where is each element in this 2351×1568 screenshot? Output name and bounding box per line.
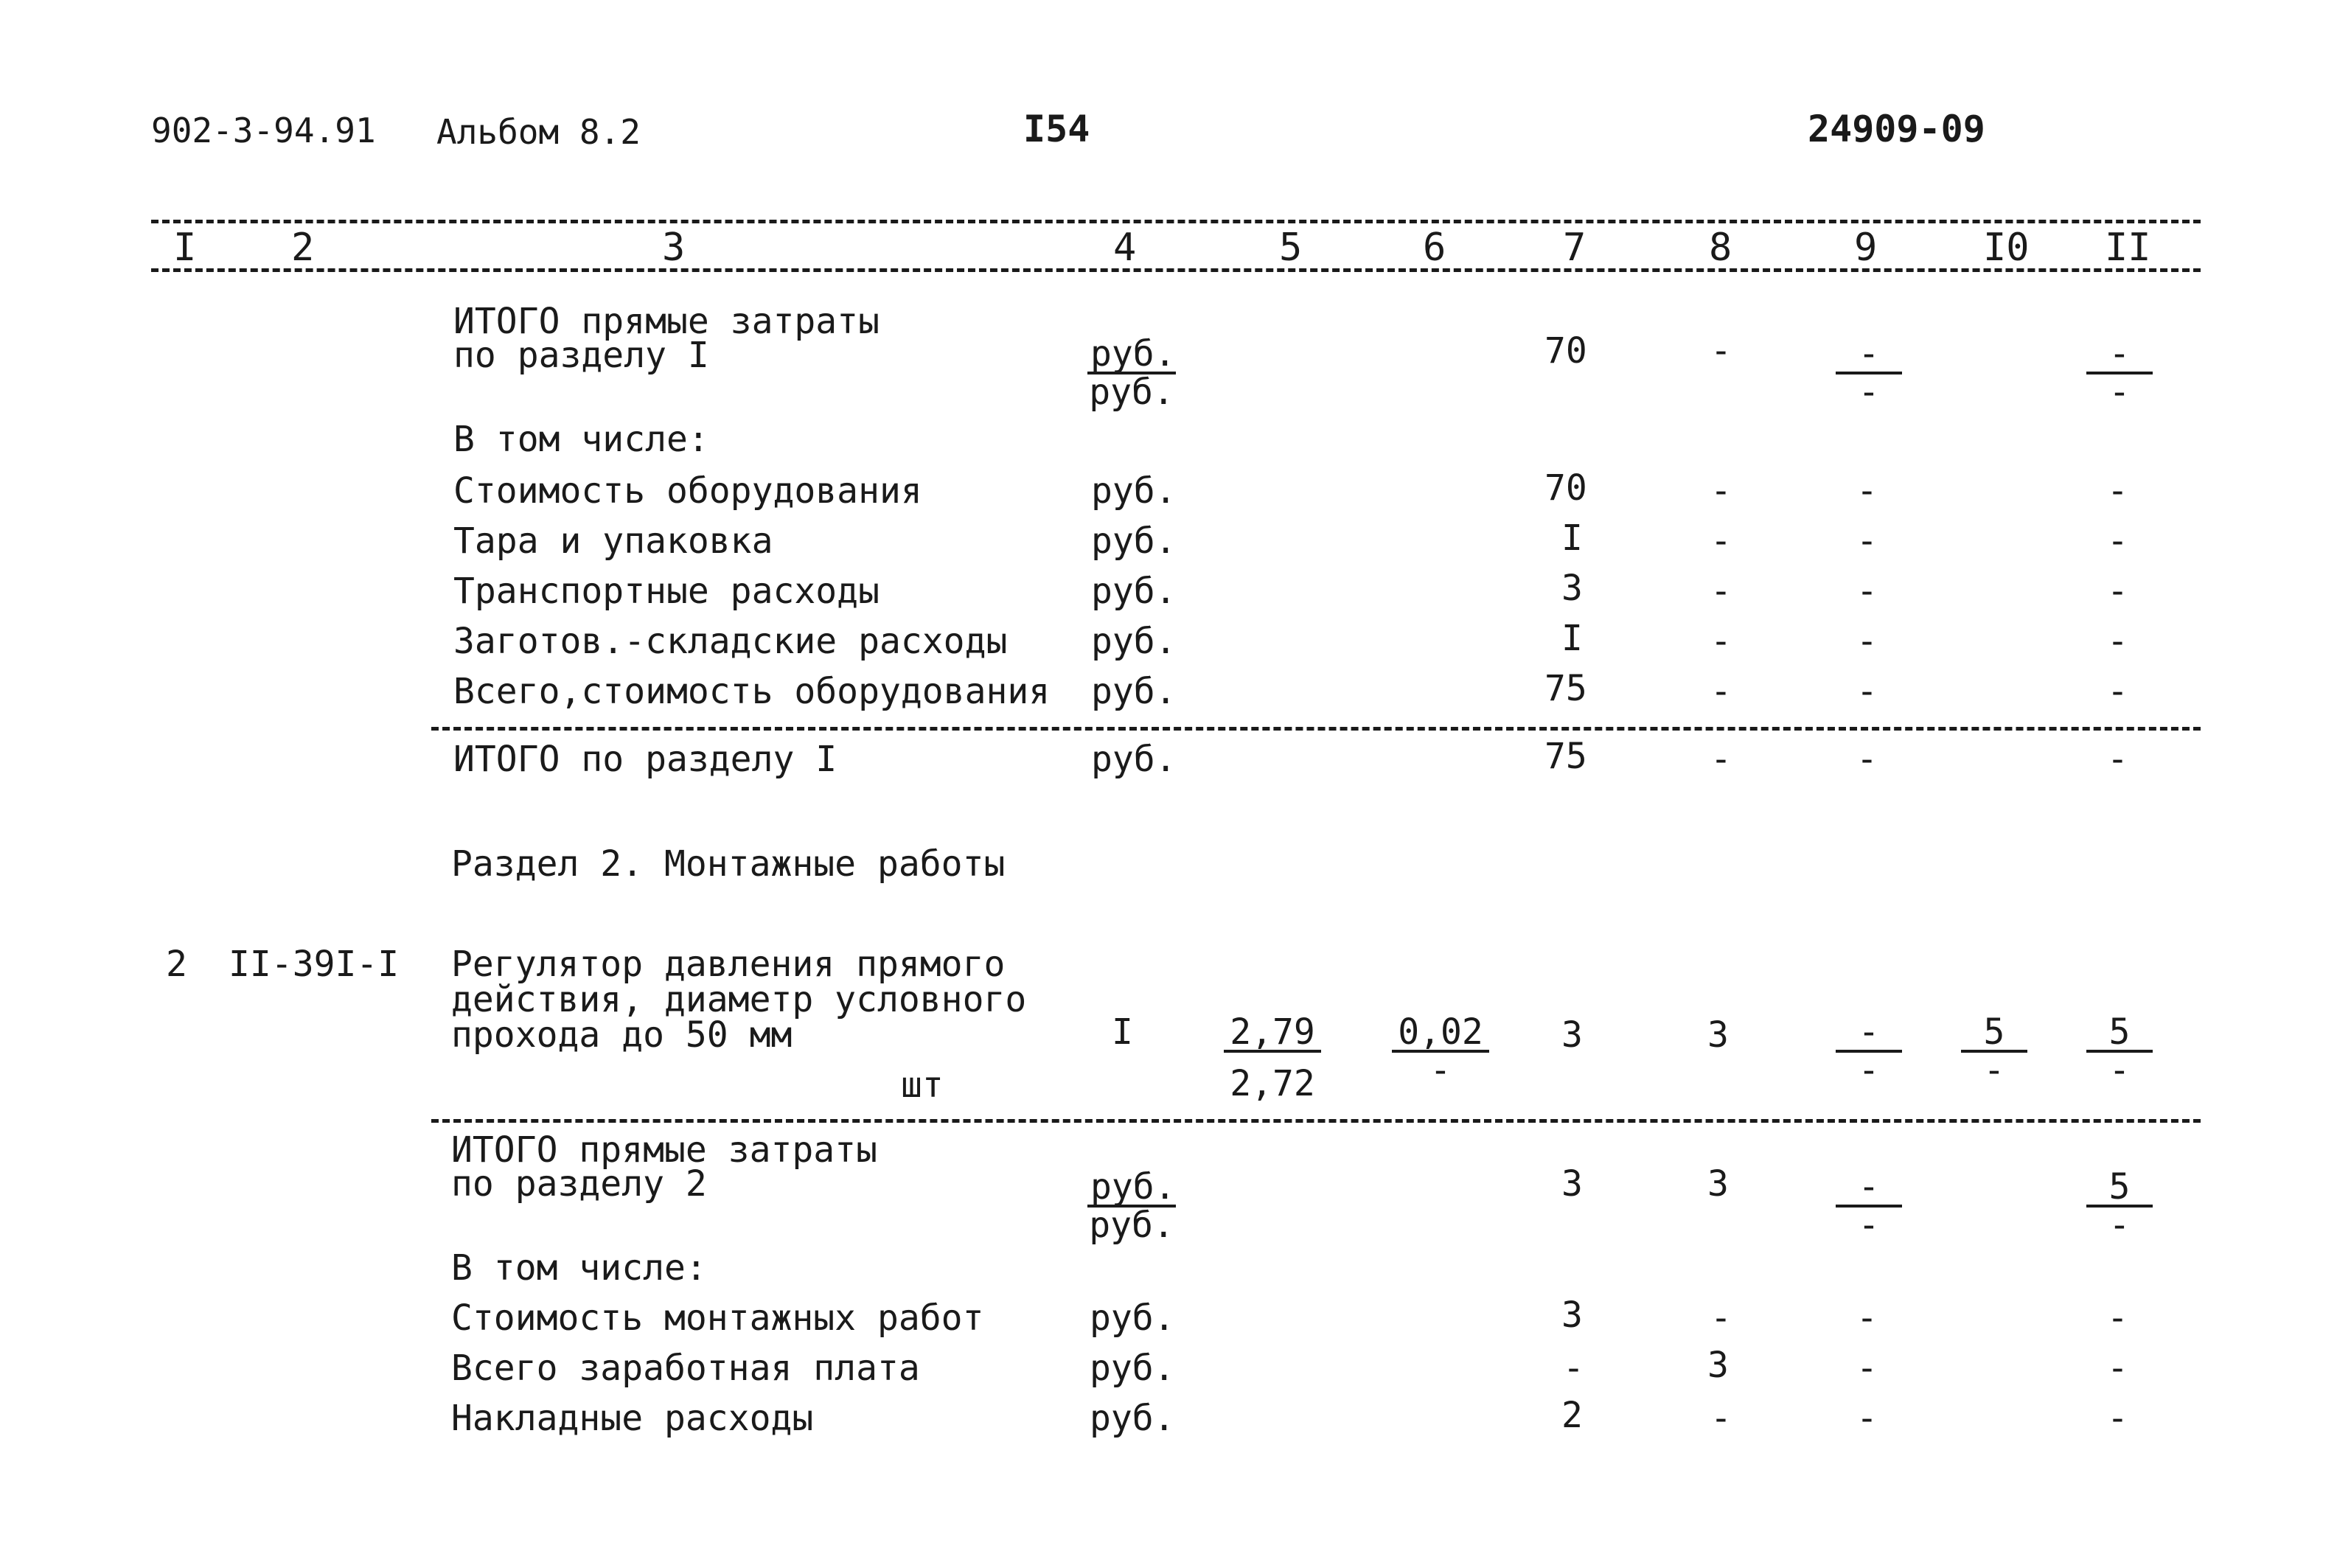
section2-total-unit <box>1087 1166 1176 1246</box>
row-c8: - <box>1710 1297 1732 1339</box>
row-unit: руб. <box>1091 520 1177 562</box>
row-c11: - <box>2107 571 2128 612</box>
item-name-line3: прохода до 50 мм <box>451 1014 793 1056</box>
row-c11: - <box>2107 1398 2128 1439</box>
c6-denominator: - <box>1429 1050 1452 1091</box>
row-c9: - <box>1856 1348 1878 1389</box>
col-header-10: I0 <box>1983 226 2030 270</box>
c5-numerator: 2,79 <box>1224 1014 1321 1053</box>
section2-total-c8: 3 <box>1707 1163 1729 1205</box>
col-header-2: 2 <box>291 226 315 270</box>
unit-denominator: руб. <box>1089 1205 1174 1246</box>
item-qty: I <box>1112 1011 1133 1053</box>
section2-title: Раздел 2. Монтажные работы <box>451 843 1006 885</box>
c11-denominator: - <box>2108 1205 2131 1246</box>
item-name-line1: Регулятор давления прямого <box>451 944 1006 985</box>
row-unit: руб. <box>1090 1398 1175 1439</box>
section1-total-c11 <box>2086 333 2153 413</box>
item-number: 2 <box>166 944 187 985</box>
including-label-2: В том числе: <box>451 1247 707 1289</box>
col-header-6: 6 <box>1423 226 1446 270</box>
row-c7: I <box>1561 618 1583 659</box>
row-c9: - <box>1856 671 1878 712</box>
header-bottom-rule <box>151 268 2201 272</box>
c9-numerator: - <box>1836 336 1902 374</box>
c9-denominator: - <box>1858 372 1880 413</box>
item-c6 <box>1392 1011 1489 1091</box>
item-name-line2: действия, диаметр условного <box>451 979 1027 1020</box>
item-c10 <box>1961 1011 2027 1091</box>
section1-total-title-line2: по разделу I <box>453 335 709 376</box>
row-name: Заготов.-складские расходы <box>453 621 1008 662</box>
row-c9: - <box>1856 571 1878 612</box>
row-c9: - <box>1856 1297 1878 1339</box>
col-header-1: I <box>173 226 197 270</box>
row-c7: 2 <box>1561 1395 1583 1436</box>
row-unit: руб. <box>1091 571 1177 612</box>
row-c7: I <box>1561 518 1583 559</box>
item-c8: 3 <box>1707 1014 1729 1056</box>
section1-grand-c11: - <box>2107 739 2128 780</box>
c5-denominator: 2,72 <box>1230 1063 1315 1104</box>
row-unit: руб. <box>1091 470 1177 512</box>
row-c9: - <box>1856 470 1878 512</box>
section1-grand-unit: руб. <box>1091 739 1177 780</box>
section1-grand-c8: - <box>1710 739 1732 780</box>
section1-total-title-line1: ИТОГО прямые затраты <box>453 301 880 342</box>
col-header-9: 9 <box>1854 226 1878 270</box>
header-top-rule <box>151 220 2201 223</box>
c6-numerator: 0,02 <box>1392 1014 1489 1053</box>
album-label: Альбом 8.2 <box>436 112 641 152</box>
row-c7: 3 <box>1561 568 1583 609</box>
c9-denominator: - <box>1858 1205 1880 1246</box>
item-c9 <box>1836 1011 1902 1091</box>
row-c11: - <box>2107 470 2128 512</box>
col-header-3: 3 <box>662 226 686 270</box>
section1-total-unit <box>1087 333 1176 413</box>
row-c7: 70 <box>1544 467 1587 509</box>
item-code: II-39I-I <box>229 944 400 985</box>
section2-total-c7: 3 <box>1561 1163 1583 1205</box>
row-c8: - <box>1710 470 1732 512</box>
c11-numerator: 5 <box>2086 1169 2153 1208</box>
row-c11: - <box>2107 621 2128 662</box>
section1-grand-c9: - <box>1856 739 1878 780</box>
item-unit: шт <box>901 1065 944 1106</box>
section1-subtotal-rule <box>431 727 2201 731</box>
row-c11: - <box>2107 1297 2128 1339</box>
section2-total-title-line1: ИТОГО прямые затраты <box>451 1129 877 1171</box>
item-c7: 3 <box>1561 1014 1583 1056</box>
row-unit: руб. <box>1091 671 1177 712</box>
sheet-code: 24909-09 <box>1808 108 1985 150</box>
c11-numerator: 5 <box>2086 1014 2153 1053</box>
row-c9: - <box>1856 1398 1878 1439</box>
row-c7: 75 <box>1544 668 1587 709</box>
section1-grand-c7: 75 <box>1544 736 1587 777</box>
row-c7: - <box>1563 1348 1584 1389</box>
row-c7: 3 <box>1561 1295 1583 1336</box>
row-unit: руб. <box>1090 1348 1175 1389</box>
section1-total-c7: 70 <box>1544 330 1587 372</box>
row-c8: - <box>1710 520 1732 562</box>
unit-denominator: руб. <box>1089 372 1174 413</box>
row-name: Накладные расходы <box>451 1398 814 1439</box>
section2-total-c9 <box>1836 1166 1902 1246</box>
row-name: Транспортные расходы <box>453 571 880 612</box>
c11-numerator: - <box>2086 336 2153 374</box>
row-unit: руб. <box>1090 1297 1175 1339</box>
doc-code: 902-3-94.91 <box>151 111 376 150</box>
row-c11: - <box>2107 520 2128 562</box>
c9-numerator: - <box>1836 1169 1902 1208</box>
including-label-1: В том числе: <box>453 419 709 460</box>
c9-numerator: - <box>1836 1014 1902 1053</box>
row-c8: - <box>1710 1398 1732 1439</box>
c10-numerator: 5 <box>1961 1014 2027 1053</box>
unit-numerator: руб. <box>1087 336 1176 374</box>
row-name: Всего,стоимость оборудования <box>453 671 1051 712</box>
row-name: Стоимость оборудования <box>453 470 922 512</box>
row-c9: - <box>1856 621 1878 662</box>
c10-denominator: - <box>1983 1050 2005 1091</box>
col-header-8: 8 <box>1709 226 1732 270</box>
row-c11: - <box>2107 671 2128 712</box>
row-name: Всего заработная плата <box>451 1348 920 1389</box>
row-unit: руб. <box>1091 621 1177 662</box>
row-c8: 3 <box>1707 1345 1729 1386</box>
row-name: Тара и упаковка <box>453 520 773 562</box>
row-c8: - <box>1710 621 1732 662</box>
section1-grand-name: ИТОГО по разделу I <box>453 739 837 780</box>
item2-rule <box>431 1119 2201 1123</box>
section1-total-c9 <box>1836 333 1902 413</box>
row-c8: - <box>1710 571 1732 612</box>
unit-numerator: руб. <box>1087 1169 1176 1208</box>
col-header-11: II <box>2105 226 2151 270</box>
item-c5 <box>1224 1011 1321 1104</box>
col-header-4: 4 <box>1113 226 1137 270</box>
section2-total-title-line2: по разделу 2 <box>451 1163 707 1205</box>
c11-denominator: - <box>2108 372 2131 413</box>
c9-denominator: - <box>1858 1050 1880 1091</box>
col-header-7: 7 <box>1563 226 1587 270</box>
page-number: I54 <box>1023 108 1090 150</box>
section2-total-c11 <box>2086 1166 2153 1246</box>
item-c11 <box>2086 1011 2153 1091</box>
row-c11: - <box>2107 1348 2128 1389</box>
c11-denominator: - <box>2108 1050 2131 1091</box>
col-header-5: 5 <box>1279 226 1303 270</box>
row-name: Стоимость монтажных работ <box>451 1297 984 1339</box>
row-c9: - <box>1856 520 1878 562</box>
section1-total-c8: - <box>1710 330 1732 372</box>
row-c8: - <box>1710 671 1732 712</box>
